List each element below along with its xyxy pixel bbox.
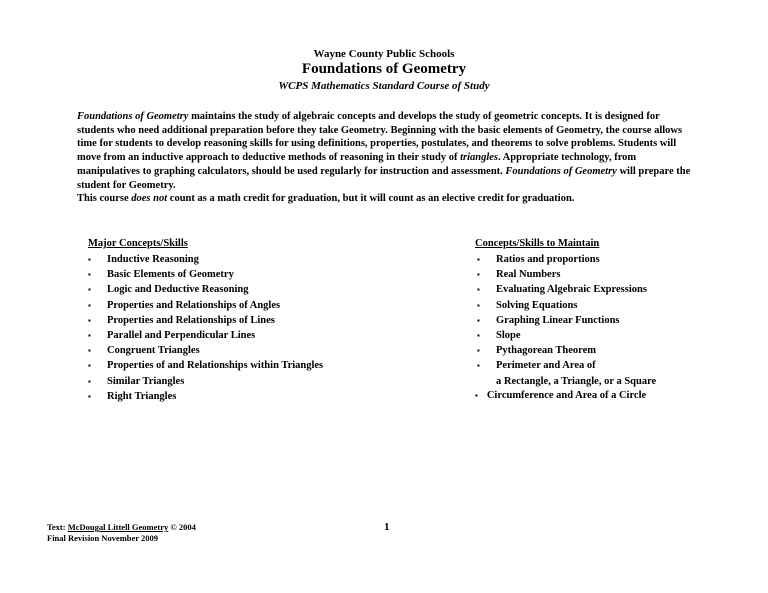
list-item-label: Properties of and Relationships within Triangles [107, 360, 324, 372]
list-item-label: Similar Triangles [107, 375, 185, 387]
list-item [477, 282, 656, 297]
bullet-icon: ▪ [477, 331, 480, 341]
bullet-icon: ▪ [88, 315, 91, 325]
description-paragraph-2 [77, 192, 697, 206]
list-item [88, 374, 323, 389]
list-item [477, 328, 656, 343]
list-item-label: Inductive Reasoning [107, 254, 199, 265]
list-item [88, 358, 323, 373]
bullet-icon: ▪ [477, 270, 480, 280]
organization-name: Wayne County Public Schools [313, 48, 455, 60]
list-item [88, 267, 323, 282]
bullet-icon: ▪ [88, 361, 91, 371]
maintain-concepts-list [477, 252, 656, 389]
list-item-label: Right Triangles [107, 390, 177, 402]
bullet-icon: ▪ [477, 300, 480, 310]
textbook-title: McDougal Littell Geometry [67, 522, 169, 532]
bullet-icon: ▪ [88, 391, 91, 401]
list-item-label: Perimeter and Area of [496, 360, 596, 372]
major-concepts-list [88, 252, 323, 404]
list-item-label: Logic and Deductive Reasoning [107, 284, 249, 296]
revision-date: Final Revision November 2009 [47, 533, 159, 543]
list-item-label: Properties and Relationships of Lines [107, 314, 275, 326]
bullet-icon: ▪ [88, 270, 91, 280]
list-item-label: Solving Equations [496, 299, 578, 311]
bullet-icon: ▪ [88, 255, 91, 264]
document-title: Foundations of Geometry [301, 61, 467, 77]
bullet-icon: ▪ [88, 376, 91, 386]
bullet-icon: ▪ [88, 300, 91, 310]
major-concepts-heading: Major Concepts/Skills [88, 238, 188, 249]
list-item [88, 343, 323, 358]
does-not-italic: does not [131, 193, 168, 205]
list-item [88, 252, 323, 267]
bullet-icon: ▪ [477, 346, 480, 356]
list-item-label: Circumference and Area of a Circle [486, 390, 647, 401]
list-item [88, 313, 323, 328]
footer [47, 522, 196, 544]
maintain-concepts-heading: Concepts/Skills to Maintain [475, 238, 600, 249]
bullet-icon: ▪ [88, 331, 91, 341]
list-item-label: Evaluating Algebraic Expressions [496, 284, 647, 296]
bullet-icon: ▪ [475, 391, 478, 400]
textbook-reference [47, 522, 196, 533]
list-item-label: Slope [496, 330, 521, 342]
bullet-icon: ▪ [477, 361, 480, 371]
list-item-label: Ratios and proportions [496, 254, 600, 265]
list-item [477, 298, 656, 313]
bullet-icon: ▪ [88, 346, 91, 356]
course-name-italic: Foundations of Geometry [77, 111, 189, 122]
description-paragraph-1 [77, 110, 697, 192]
triangles-italic: triangles [460, 152, 499, 164]
bullet-icon: ▪ [477, 255, 480, 264]
list-item [477, 267, 656, 282]
list-item [88, 389, 323, 404]
textbook-prefix: Text: [47, 522, 68, 532]
document-subtitle: WCPS Mathematics Standard Course of Study [278, 80, 490, 92]
list-item [477, 358, 656, 373]
list-item-label: Real Numbers [496, 269, 561, 281]
list-item-label: a Rectangle, a Triangle, or a Square [496, 375, 657, 387]
textbook-copyright: © 2004 [168, 522, 196, 532]
description-text: This course [77, 193, 132, 205]
description-text: count as a math credit for graduation, but it will count as an elective credit for graduation. [167, 193, 575, 205]
list-item [88, 282, 323, 297]
list-item-label: Graphing Linear Functions [496, 314, 620, 326]
list-item [475, 390, 646, 401]
list-item [88, 328, 323, 343]
list-item [477, 343, 656, 358]
description-text: will prepare the student for Geometry. [77, 165, 691, 191]
list-item-label: Basic Elements of Geometry [107, 269, 234, 281]
description-text: maintains the study of algebraic concepts and develops the study of geometric concepts. It is designed for students who need additional preparation before they take Geometry. Beginning with the basic elements of Geometry, the course allows time for students to develop reasoning skills for using definitions, properties, postulates, and theorems to solve problems. Students will move from an inductive approach to deductive methods of reasoning in their study of [77, 111, 683, 164]
bullet-icon: ▪ [477, 315, 480, 325]
list-item [477, 313, 656, 328]
list-item [88, 298, 323, 313]
course-description [77, 110, 697, 206]
list-item-label: Properties and Relationships of Angles [107, 299, 281, 311]
list-item-label: Pythagorean Theorem [496, 345, 597, 357]
description-text: . Appropriate technology, from manipulatives to graphing calculators, should be used regularly for instruction and assessment. [77, 152, 637, 177]
list-item-label: Congruent Triangles [107, 345, 200, 357]
list-item-label: Parallel and Perpendicular Lines [107, 330, 256, 342]
bullet-icon: ▪ [88, 285, 91, 295]
page-number: 1 [384, 521, 390, 533]
list-item-continuation [477, 374, 656, 389]
course-name-italic: Foundations of Geometry [505, 165, 617, 177]
list-item [477, 252, 656, 267]
bullet-icon: ▪ [477, 285, 480, 295]
